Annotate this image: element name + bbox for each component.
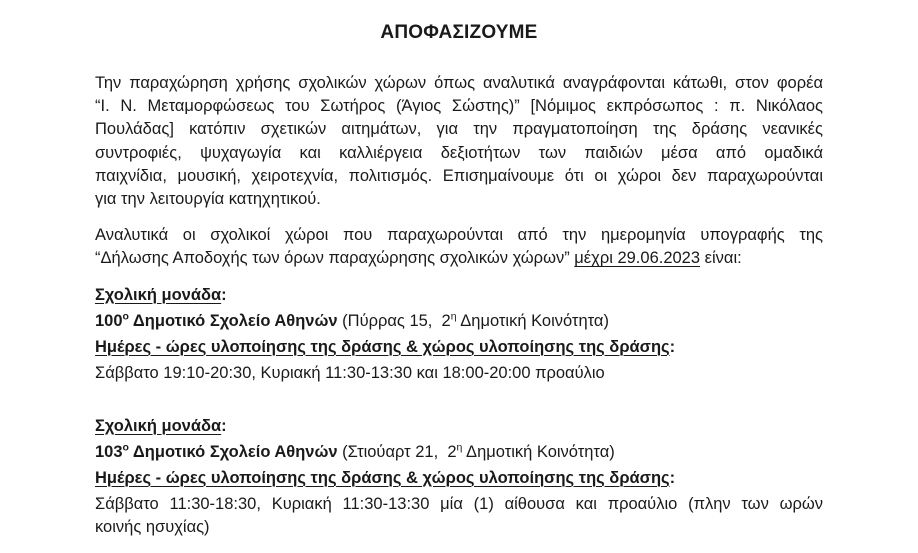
school-unit-2-heading xyxy=(95,415,823,438)
school-unit-2-hours-heading xyxy=(95,467,823,490)
text-line: Την παραχώρηση χρήσης σχολικών χώρων όπως αναλυτικά αναγράφονται κάτωθι, στον φορέα xyxy=(95,74,823,92)
school-unit-2-schedule xyxy=(95,493,823,539)
decision-title: ΑΠΟΦΑΣΙΖΟΥΜΕ xyxy=(380,22,538,43)
school-unit-1 xyxy=(95,284,823,385)
text-line: κοινής ησυχίας) xyxy=(95,517,210,536)
text-line: συντροφιές, ψυχαγωγία και καλλιέργεια δεξιοτήτων των παιδιών μέσα από ομαδικά xyxy=(95,143,823,162)
grant-paragraph xyxy=(95,72,823,211)
text-line: Ημέρες - ώρες υλοποίησης της δράσης & χώρος υλοποίησης της δράσης: xyxy=(95,468,676,487)
text-line: Αναλυτικά οι σχολικοί χώροι που παραχωρούνται από την ημερομηνία υπογραφής της xyxy=(95,226,823,245)
section-spacer xyxy=(95,388,823,415)
text-line: Σχολική μονάδα: xyxy=(95,285,227,304)
school-unit-1-schedule xyxy=(95,362,823,385)
school-unit-1-name xyxy=(95,310,823,333)
school-unit-1-hours-heading xyxy=(95,336,823,359)
text-line: $100^o$ Δημοτικό Σχολείο Αθηνών (Πύρρας 15, $2^\eta$ Δημοτική Κοινότητα) xyxy=(95,310,609,330)
text-line: Ημέρες - ώρες υλοποίησης της δράσης & χώρος υλοποίησης της δράσης: xyxy=(95,337,676,356)
text-line: $103^o$ Δημοτικό Σχολείο Αθηνών (Στιούαρτ 21, $2^\eta$ Δημοτική Κοινότητα) xyxy=(95,441,615,461)
school-unit-1-heading xyxy=(95,284,823,307)
text-line: “Ι. Ν. Μεταμορφώσεως του Σωτήρος (Άγιος Σώστης)” [Νόμιμος εκπρόσωπος : π. Νικόλαος xyxy=(95,97,823,116)
text-line: “Δήλωσης Αποδοχής των όρων παραχώρησης σχολικών χώρων” μέχρι 29.06.2023 είναι: xyxy=(95,249,742,268)
text-line: Σάββατο 11:30-18:30, Κυριακή 11:30-13:30 μία (1) αίθουσα και προαύλιο (πλην των ωρών xyxy=(95,494,823,513)
text-line: Σχολική μονάδα: xyxy=(95,416,227,435)
text-line: παιχνίδια, μουσική, χειροτεχνία, πολιτισμός. Επισημαίνουμε ότι οι χώροι δεν παραχωρούνται xyxy=(95,166,823,185)
text-line: Πουλάδας] κατόπιν σχετικών αιτημάτων, για την πραγματοποίηση της δράσης νεανικές xyxy=(95,120,823,139)
text-line: Σάββατο 19:10-20:30, Κυριακή 11:30-13:30 και 18:00-20:00 προαύλιο xyxy=(95,363,605,382)
school-unit-2-name xyxy=(95,441,823,464)
details-intro-paragraph xyxy=(95,224,823,270)
text-line: για την λειτουργία κατηχητικού. xyxy=(95,190,321,209)
school-unit-2 xyxy=(95,415,823,539)
